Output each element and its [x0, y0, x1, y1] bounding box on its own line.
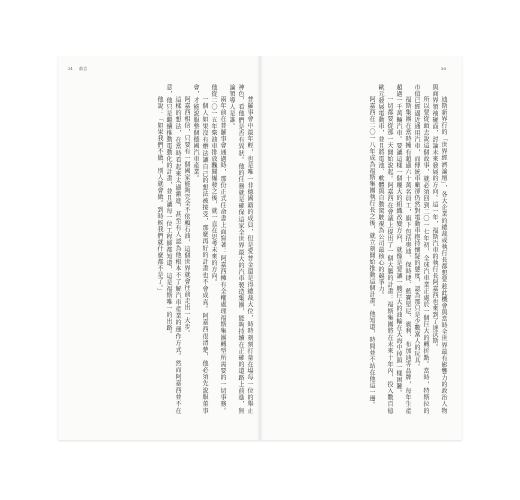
paragraph: 迪斯新界行的「世界經濟論壇」，各大企業的總裁或執行長都想要趁此機會與當時全世界最有影響力的政治人物與商界領袖碰面，討論未來發展的方向。這一年，福斯汽車的執行長阿嘉西也來到了達沃斯。 [431, 84, 447, 414]
paragraph: 一切都要從那一天開始說起。阿嘉西在會議上提出了一個大膽的計畫：福斯集團將在未來十年內，投入數百億歐元發展電動車，並且將電池、軟體與自動駕駛視為公司最核心的競爭力。 [377, 84, 393, 414]
paragraph: 福斯集團在當時擁有超過六十萬名員工，旗下包括奧迪、保時捷、藍寶堅尼、賓利、布加迪等品牌，每年生產超過一千萬輛汽車。要讓這樣一個龐大的組織改變方向，就像是要讓一艘巨大的油輪在大海中掉頭一樣困難。 [395, 84, 411, 414]
right-page-text [268, 84, 448, 414]
right-page-header [441, 66, 452, 71]
paragraph: 阿嘉西相信，只要有一個國家能夠完全不依賴石油，這個世界就會往前走出一大步。 [183, 96, 190, 337]
right-page-number: 30 [440, 66, 446, 71]
left-page [58, 56, 260, 440]
left-page-text [68, 84, 254, 414]
paragraph: 所以要從頭去說這個故事，就必須回到二〇一七年初，全球汽車業正處於一個巨大的轉折點。當時，特斯拉的市值已經逼近通用汽車，而傳統車廠卻仍然對電動車抱持懷疑的態度，認為那只是少數富人的玩具。 [413, 84, 429, 414]
paragraph: 一個人如果沒有辦法讓自己的想法被接受，那麼再好的計畫也不會成真。阿嘉西很清楚，他必須先說服董事會，才能說服整個德國汽車產業。 [192, 84, 208, 414]
book-spread [58, 56, 462, 440]
left-page-header [68, 66, 93, 71]
paragraph: 兩年前在普羅事會通過時，那份正式任命書上面寫著：阿嘉西擁有全權處理福斯集團轉型所需要的一切事務。他從二〇一五年柴油車排放醜聞爆發之後，就一直在思考未來的方向。 [210, 84, 226, 414]
right-page [260, 56, 462, 440]
paragraph: 阿嘉西在二〇一八年成為福斯集團執行長之後，就立刻開始推動這個計畫。他知道，時間並不站在他這一邊。 [368, 96, 375, 408]
left-running-head: 前言 [79, 66, 88, 71]
paragraph: 這樣的想法，在當時看起來太過激進，甚至有人認為他根本不了解汽車產業的運作方式。然而阿嘉西並不在意，他只是繼續推動電動化的計畫，並且讓每一位工程師都知道，這是福斯唯一的出路。 [165, 84, 181, 414]
left-page-number: 31 [68, 66, 74, 71]
paragraph: 他說：「如果我們不做，別人就會做。到時候我們就什麼都不是了。」 [156, 96, 163, 295]
paragraph: 普羅事會中最年輕，也是唯一非德國籍的成員，但是愛普金還是得總裁大位，時時刻刻打量在場每一位的舉止神色，看他們是否有異狀。他的任務就是確保這家全世界最大的汽車製造集團，能夠持續在正確的道路上前進，無論領導人是誰。 [228, 84, 253, 414]
